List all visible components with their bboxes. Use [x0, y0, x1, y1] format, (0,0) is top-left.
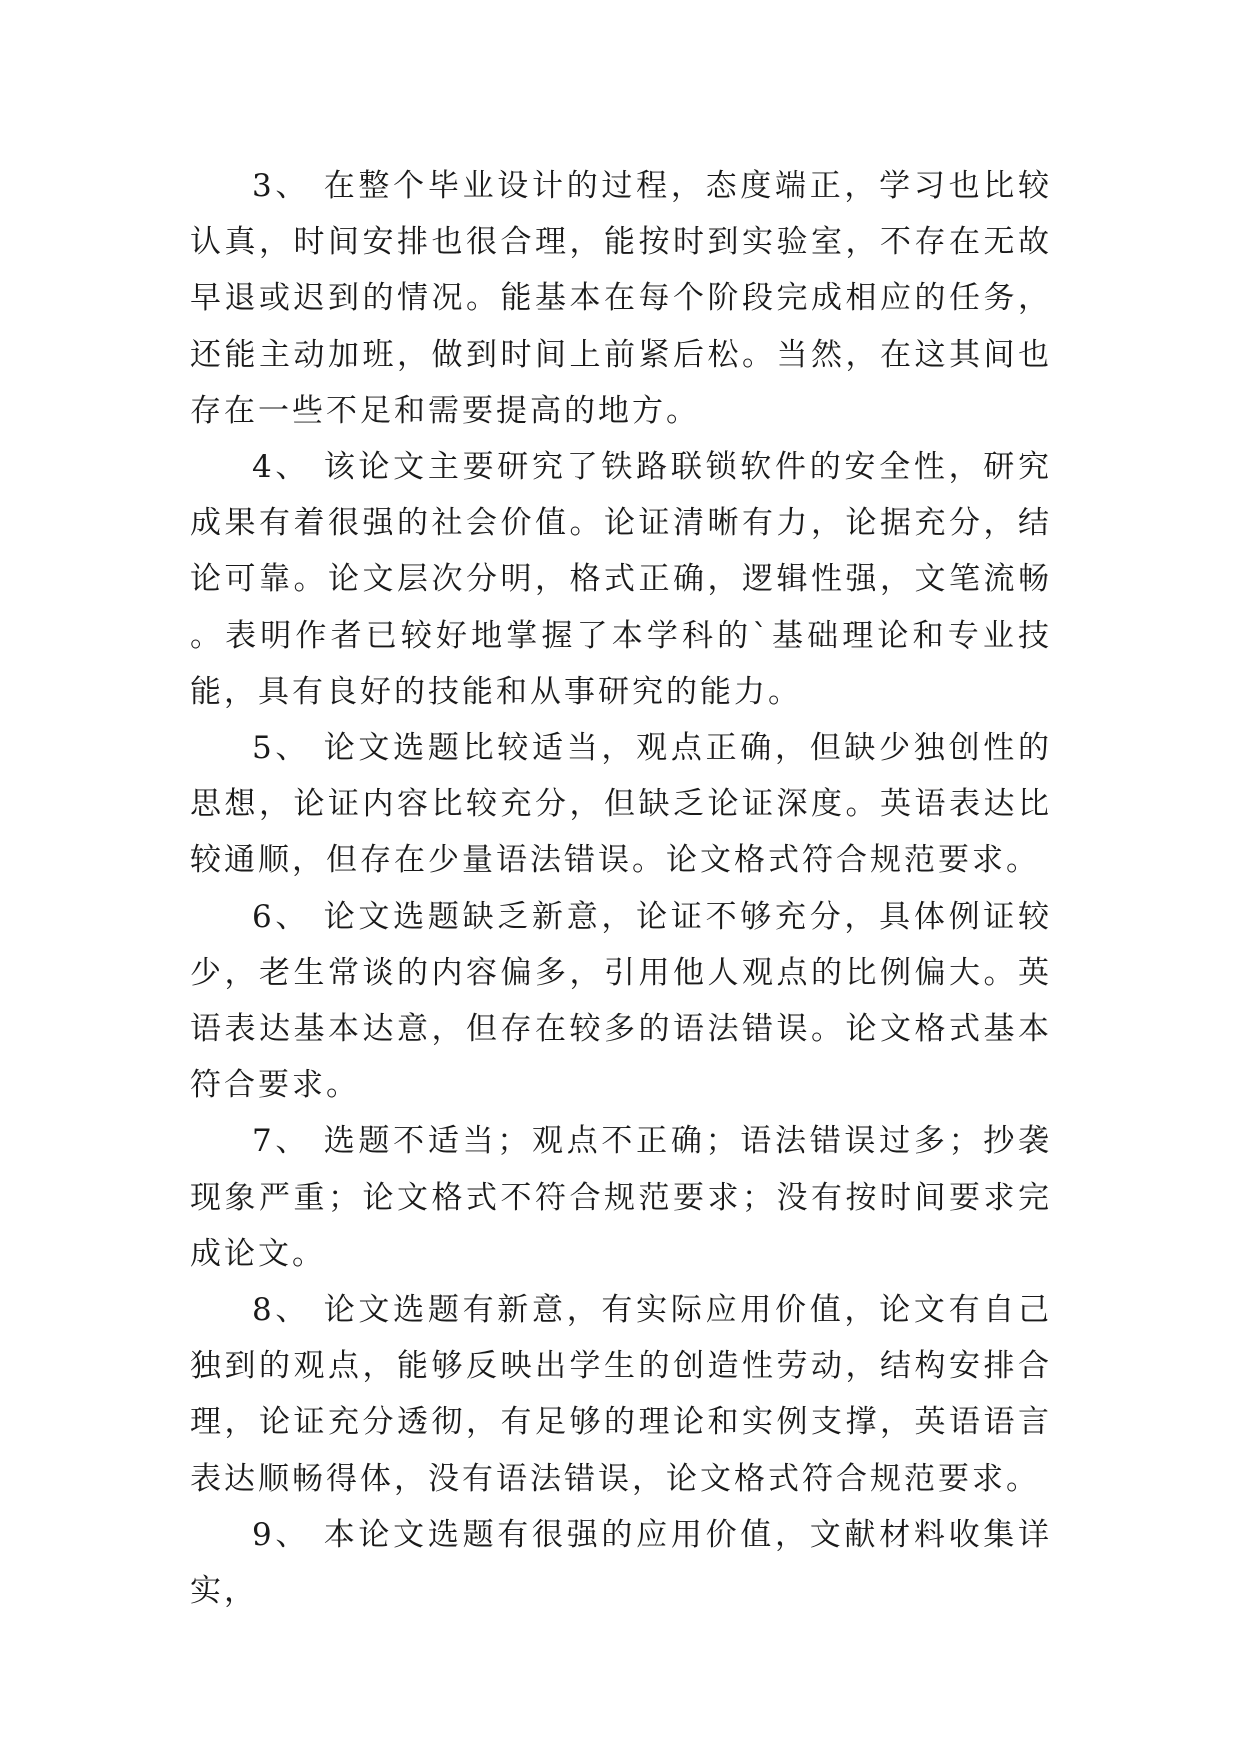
- paragraph-item-9: 9、 本论文选题有很强的应用价值，文献材料收集详实，: [190, 1516, 1052, 1610]
- paragraph-item-7: 7、 选题不适当；观点不正确；语法错误过多；抄袭现象严重；论文格式不符合规范要求；没有按时间要求完成论文。: [190, 1123, 1052, 1272]
- paragraph-item-4: 4、 该论文主要研究了铁路联锁软件的安全性，研究成果有着很强的社会价值。论证清晰有力，论据充分，结论可靠。论文层次分明，格式正确，逻辑性强，文笔流畅。表明作者已较好地掌握了本学科的`基础理论和专业技能，具有良好的技能和从事研究的能力。: [190, 449, 1052, 710]
- document-body: [190, 158, 1052, 1619]
- paragraph-item-8: 8、 论文选题有新意，有实际应用价值，论文有自己独到的观点，能够反映出学生的创造性劳动，结构安排合理，论证充分透彻，有足够的理论和实例支撑，英语语言表达顺畅得体，没有语法错误，论文格式符合规范要求。: [190, 1292, 1052, 1497]
- paragraph-item-3: 3、 在整个毕业设计的过程，态度端正，学习也比较认真，时间安排也很合理，能按时到实验室，不存在无故早退或迟到的情况。能基本在每个阶段完成相应的任务，还能主动加班，做到时间上前紧后松。当然，在这其间也存在一些不足和需要提高的地方。: [190, 168, 1052, 429]
- paragraph-item-5: 5、 论文选题比较适当，观点正确，但缺少独创性的思想，论证内容比较充分，但缺乏论证深度。英语表达比较通顺，但存在少量语法错误。论文格式符合规范要求。: [190, 730, 1052, 879]
- paragraph-item-6: 6、 论文选题缺乏新意，论证不够充分，具体例证较少，老生常谈的内容偏多，引用他人观点的比例偏大。英语表达基本达意，但存在较多的语法错误。论文格式基本符合要求。: [190, 898, 1052, 1104]
